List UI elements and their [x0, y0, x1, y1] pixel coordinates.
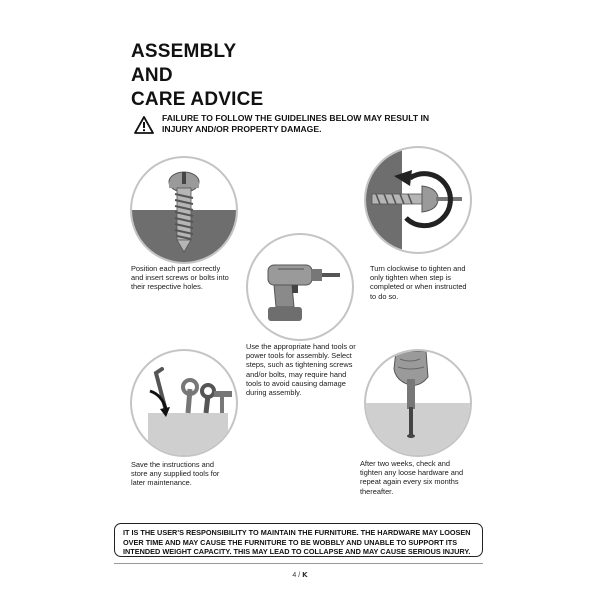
step-3-illustration	[364, 146, 472, 254]
step-2-caption: Use the appropriate hand tools or power tools for assembly. Select steps, such as tightening screws and/or bolts, may require hand tools to avoid causing damage during assembly.	[246, 342, 356, 398]
page-title	[131, 40, 431, 112]
responsibility-notice: IT IS THE USER'S RESPONSIBILITY TO MAINTAIN THE FURNITURE. THE HARDWARE MAY LOOSEN OVER TIME AND MAY CAUSE THE FURNITURE TO BE WOBBLY AND UNABLE TO SUPPORT ITS INTENDED WEIGHT CAPACITY. THIS MAY LEAD TO COLLAPSE AND MAY CAUSE SERIOUS INJURY.	[114, 523, 483, 557]
brand-mark: K	[302, 571, 308, 579]
title-line-3: CARE ADVICE	[131, 89, 264, 110]
warning-text: FAILURE TO FOLLOW THE GUIDELINES BELOW MAY RESULT IN INJURY AND/OR PROPERTY DAMAGE.	[162, 113, 430, 134]
clockwise-tighten-icon	[366, 148, 470, 252]
step-4-caption: Save the instructions and store any supplied tools for later maintenance.	[131, 460, 220, 488]
step-1-illustration	[130, 156, 238, 264]
title-line-2: AND	[131, 65, 173, 86]
page-number-value: 4	[292, 572, 297, 579]
power-drill-icon	[248, 235, 352, 339]
page-number-separator: /	[298, 572, 301, 579]
warning-triangle-icon	[134, 116, 154, 134]
toolbox-icon	[132, 351, 236, 455]
step-4-illustration	[130, 349, 238, 457]
step-5-illustration	[364, 349, 472, 457]
step-1-caption: Position each part correctly and insert screws or bolts into their respective holes.	[131, 264, 229, 292]
title-line-1: ASSEMBLY	[131, 41, 237, 62]
step-2-illustration	[246, 233, 354, 341]
step-3-caption: Turn clockwise to tighten and only tighten when step is completed or when instructed to do so.	[370, 264, 467, 301]
hand-screwdriver-icon	[366, 351, 470, 455]
page-number	[280, 571, 320, 579]
screw-icon	[132, 158, 236, 262]
footer-divider	[114, 563, 483, 564]
step-5-caption: After two weeks, check and tighten any loose hardware and repeat again every six months thereafter.	[360, 459, 464, 496]
